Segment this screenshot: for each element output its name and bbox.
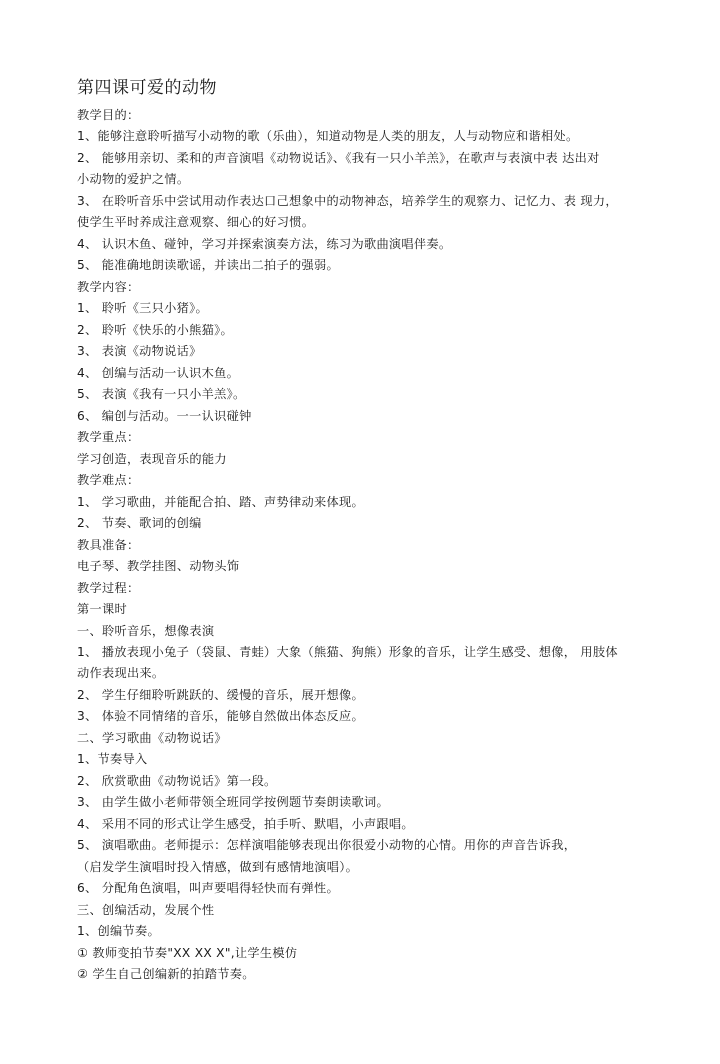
difficulty-2: 2、 节奏、歌词的创编: [77, 516, 202, 530]
content-3: 3、 表演《动物说话》: [77, 344, 202, 358]
step-2-heading: 二、学习歌曲《动物说话》: [77, 731, 227, 745]
step-2-item-5-cont: （启发学生演唱时投入情感，做到有感情地演唱）。: [77, 860, 359, 874]
objective-2-cont: 小动物的爱护之情。: [77, 172, 190, 186]
step-3-subitem-1: ① 教师变拍节奏"XX XX X",让学生模仿: [77, 946, 298, 960]
step-1-item-1-cont: 动作表现出来。: [77, 666, 165, 680]
section-heading-objectives: 教学目的：: [77, 108, 140, 122]
content-2: 2、 聆听《快乐的小熊猫》。: [77, 323, 233, 337]
key-point-1: 学习创造，表现音乐的能力: [77, 452, 227, 466]
objective-5: 5、 能准确地朗读歌谣，并读出二拍子的强弱。: [77, 258, 339, 272]
materials-list: 电子琴、教学挂图、动物头饰: [77, 559, 240, 573]
objective-3: 3、 在聆听音乐中尝试用动作表达口己想象中的动物神态，培养学生的观察力、记忆力、表 现力，: [77, 194, 618, 208]
difficulty-1: 1、 学习歌曲，并能配合拍、踏、声势律动来体现。: [77, 495, 364, 509]
content-1: 1、 聆听《三只小猪》。: [77, 301, 209, 315]
step-2-item-1: 1、节奏导入: [77, 752, 148, 766]
step-1-heading: 一、聆听音乐，想像表演: [77, 624, 215, 638]
step-2-item-3: 3、 由学生做小老师带领全班同学按例题节奏朗读歌词。: [77, 795, 389, 809]
content-6: 6、 编创与活动。一一认识碰钟: [77, 409, 252, 423]
section-heading-process: 教学过程：: [77, 581, 140, 595]
objective-1: 1、能够注意聆听描写小动物的歌（乐曲），知道动物是人类的朋友，人与动物应和谐相处。: [77, 129, 579, 143]
step-3-subitem-2: ② 学生自己创编新的拍踏节奏。: [77, 967, 255, 981]
step-3-item-1: 1、创编节奏。: [77, 924, 160, 938]
lesson-title: 第四课可爱的动物: [77, 78, 217, 98]
step-1-item-2: 2、 学生仔细聆听跳跃的、缓慢的音乐，展开想像。: [77, 688, 364, 702]
content-5: 5、 表演《我有一只小羊羔》。: [77, 387, 246, 401]
section-heading-difficulties: 教学难点：: [77, 473, 140, 487]
section-heading-key-points: 教学重点：: [77, 430, 140, 444]
step-2-item-2: 2、 欣赏歌曲《动物说话》第一段。: [77, 774, 277, 788]
objective-4: 4、 认识木鱼、碰钟，学习并探索演奏方法，练习为歌曲演唱伴奏。: [77, 237, 452, 251]
section-heading-content: 教学内容：: [77, 280, 140, 294]
objective-2: 2、 能够用亲切、柔和的声音演唱《动物说话》、《我有一只小羊羔》，在歌声与表演中表 达出对: [77, 151, 600, 165]
step-2-item-6: 6、 分配角色演唱，叫声要唱得轻快而有弹性。: [77, 881, 339, 895]
step-3-heading: 三、创编活动，发展个性: [77, 903, 215, 917]
period-heading: 第一课时: [77, 602, 127, 616]
section-heading-materials: 教具准备：: [77, 538, 140, 552]
step-2-item-4: 4、 采用不同的形式让学生感受，拍手听、默唱，小声跟唱。: [77, 817, 414, 831]
objective-3-cont: 使学生平时养成注意观察、细心的好习惯。: [77, 215, 315, 229]
content-4: 4、 创编与活动一认识木鱼。: [77, 366, 240, 380]
step-1-item-3: 3、 体验不同情绪的音乐，能够自然做出体态反应。: [77, 709, 364, 723]
step-2-item-5: 5、 演唱歌曲。老师提示：怎样演唱能够表现出你很爱小动物的心情。用你的声音告诉我，: [77, 838, 577, 852]
step-1-item-1: 1、 播放表现小兔子（袋鼠、青蛙）大象（熊猫、狗熊）形象的音乐，让学生感受、想像， 用肢体: [77, 645, 618, 659]
